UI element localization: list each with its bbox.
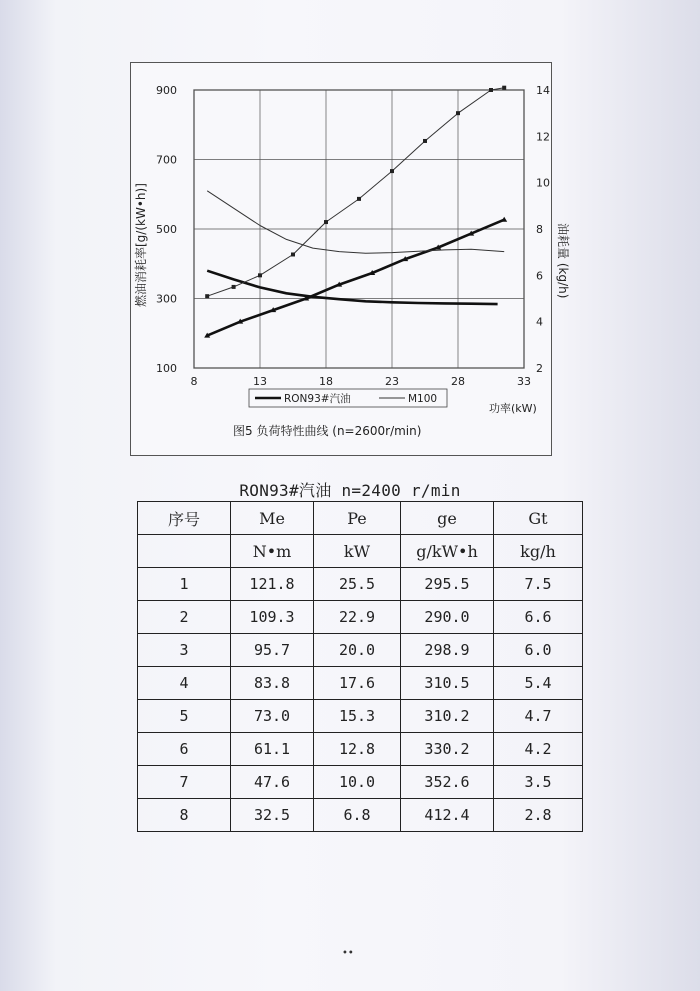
y-left-tick-label: 100 [156,362,177,375]
table-cell: 4.2 [494,733,583,766]
table-cell: 73.0 [231,700,314,733]
table-cell: 3.5 [494,766,583,799]
table-cell: 330.2 [401,733,494,766]
unit-cell [138,535,231,568]
x-tick-label: 33 [517,375,531,388]
y-right-tick-label: 8 [536,223,543,236]
data-point [502,86,506,90]
data-point [324,220,328,224]
series-line [207,271,497,304]
x-tick-label: 28 [451,375,465,388]
table-cell: 310.5 [401,667,494,700]
y-right-tick-label: 12 [536,130,550,144]
table-cell: 22.9 [314,601,401,634]
y-left-tick-label: 900 [156,84,177,97]
table-cell: 12.8 [314,733,401,766]
legend-label-m100: M100 [408,393,438,405]
unit-cell: g/kW•h [401,535,494,568]
table-cell: 6.6 [494,601,583,634]
table-cell: 95.7 [231,634,314,667]
table-cell: 8 [138,799,231,832]
data-point [489,88,493,92]
header-cell: ge [401,502,494,535]
header-cell: Me [231,502,314,535]
table-cell: 7 [138,766,231,799]
y-right-tick-label: 6 [536,269,543,283]
table-row [138,667,583,700]
unit-cell: kg/h [494,535,583,568]
data-table [137,501,583,832]
table-cell: 4.7 [494,700,583,733]
table-row [138,700,583,733]
data-point [205,294,209,298]
table-cell: 295.5 [401,568,494,601]
chart-ticks [156,84,550,388]
y-right-tick-label: 4 [536,315,543,329]
y-right-tick-label: 14 [536,84,550,97]
table-row [138,733,583,766]
table-row [138,799,583,832]
table-cell: 298.9 [401,634,494,667]
table-cell: 109.3 [231,601,314,634]
x-tick-label: 18 [319,375,333,388]
figure-5-load-characteristic [130,62,570,456]
page-mark: •• [342,948,354,959]
table-cell: 17.6 [314,667,401,700]
data-point [232,285,236,289]
y-right-tick-label: 2 [536,362,543,375]
table-cell: 6 [138,733,231,766]
table-header-row [138,502,583,535]
unit-cell: kW [314,535,401,568]
y-right-tick-label: 10 [536,176,550,190]
y-left-tick-label: 300 [156,292,177,306]
table-cell: 2 [138,601,231,634]
header-cell: Pe [314,502,401,535]
table-cell: 83.8 [231,667,314,700]
table-cell: 10.0 [314,766,401,799]
series-line [207,191,504,254]
figure-caption: 图5 负荷特性曲线 (n=2600r/min) [233,424,422,438]
table-unit-row [138,535,583,568]
table-cell: 20.0 [314,634,401,667]
table-title: RON93#汽油 n=2400 r/min [239,481,461,500]
legend-label-ron93: RON93#汽油 [284,393,351,405]
table-cell: 6.8 [314,799,401,832]
table-cell: 6.0 [494,634,583,667]
data-point [390,169,394,173]
table-row [138,568,583,601]
table-cell: 5.4 [494,667,583,700]
x-axis-label: 功率(kW) [489,402,537,415]
y-right-label: 油耗量 (kg/h) [556,223,570,299]
table-cell: 352.6 [401,766,494,799]
series-line [207,220,504,336]
table-cell: 5 [138,700,231,733]
header-cell: 序号 [138,502,231,535]
table-cell: 2.8 [494,799,583,832]
table-cell: 4 [138,667,231,700]
table-cell: 3 [138,634,231,667]
table-cell: 412.4 [401,799,494,832]
series-line [207,88,504,297]
y-left-label: 燃油消耗率[g/(kW•h)] [134,183,148,307]
table-cell: 1 [138,568,231,601]
x-tick-label: 13 [253,375,267,388]
data-point [291,252,295,256]
table-cell: 32.5 [231,799,314,832]
x-tick-label: 8 [190,375,198,388]
header-cell: Gt [494,502,583,535]
table-cell: 61.1 [231,733,314,766]
table-cell: 15.3 [314,700,401,733]
table-cell: 47.6 [231,766,314,799]
chart-grid [194,90,524,368]
y-left-tick-label: 700 [156,153,177,167]
table-row [138,601,583,634]
table-cell: 121.8 [231,568,314,601]
data-point [357,197,361,201]
table-cell: 7.5 [494,568,583,601]
table-cell: 25.5 [314,568,401,601]
table-cell: 310.2 [401,700,494,733]
data-point [456,111,460,115]
data-point [423,139,427,143]
table-cell: 290.0 [401,601,494,634]
unit-cell: N•m [231,535,314,568]
table-row [138,766,583,799]
load-characteristic-chart [131,63,570,455]
data-point [258,273,262,277]
table-row [138,634,583,667]
y-left-tick-label: 500 [156,223,177,236]
x-tick-label: 23 [385,375,399,388]
